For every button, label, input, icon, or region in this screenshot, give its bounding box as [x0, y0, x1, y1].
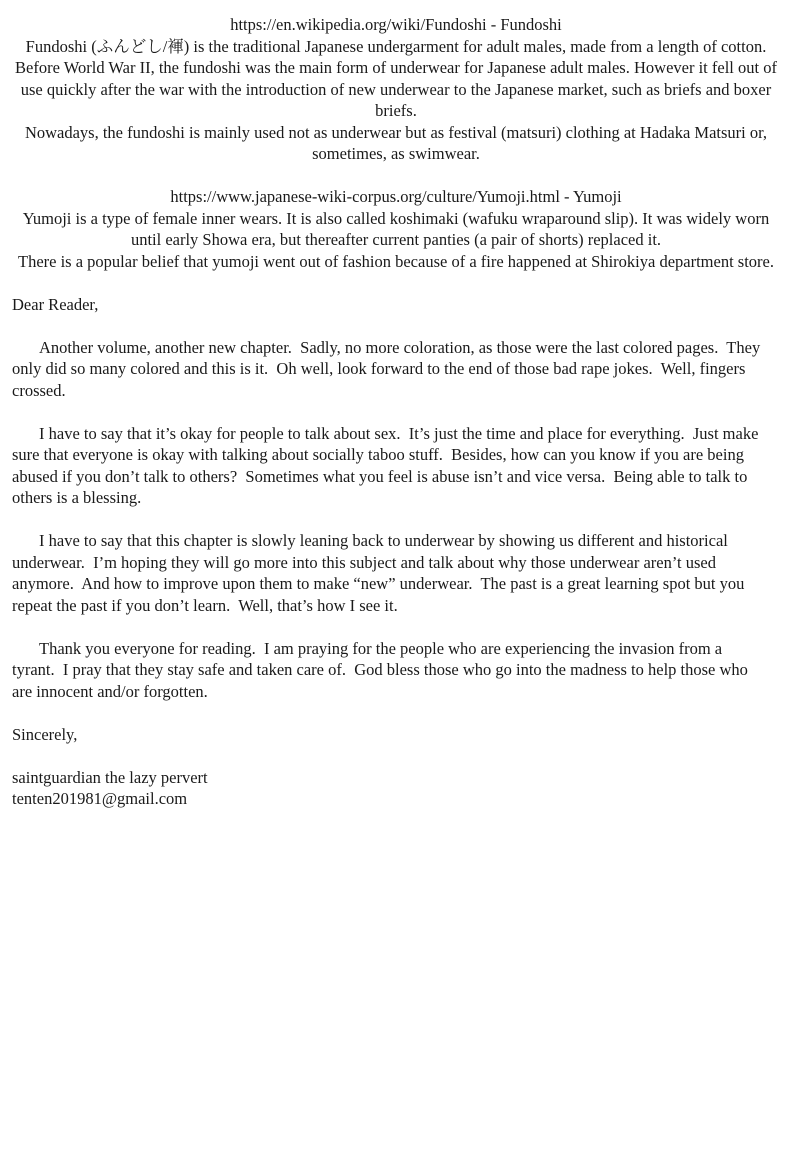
yumoji-description: Yumoji is a type of female inner wears. It is also called koshimaki (wafuku wraparound slip). It was widely worn until early Showa era, but thereafter current panties (a pair of shorts) replaced it.: [22, 208, 774, 249]
reader-letter: [0, 294, 792, 810]
reference-section-fundoshi: [0, 14, 792, 165]
letter-paragraph-1: Another volume, another new chapter. Sadly, no more coloration, as those were the last colored pages. They only did so many colored and this is it. Oh well, look forward to the end of those bad rape jokes. Well, fingers crossed.: [12, 337, 765, 400]
url-line-fundoshi: https://en.wikipedia.org/wiki/Fundoshi - Fundoshi: [230, 15, 562, 34]
letter-paragraph-4: Thank you everyone for reading. I am praying for the people who are experiencing the invasion from a tyrant. I pray that they stay safe and taken care of. God bless those who go into the madness to help those who are innocent and/or forgotten.: [12, 638, 753, 701]
yumoji-trivia: There is a popular belief that yumoji went out of fashion because of a fire happened at Shirokiya department store.: [18, 251, 774, 271]
fundoshi-description: Fundoshi (ふんどし/褌) is the traditional Japanese undergarment for adult males, made from a length of cotton. Before World War II, the fundoshi was the main form of underwear for Japanese adult males. However it fell out of use quickly after the war with the introduction of new underwear to the Japanese market, such as briefs and boxer briefs.: [15, 36, 782, 120]
letter-paragraph-3: I have to say that this chapter is slowly leaning back to underwear by showing us different and historical underwear. I’m hoping they will go more into this subject and talk about why those underwear aren’t used anymore. And how to improve upon them to make “new” underwear. The past is a great learning spot but you repeat the past if you don’t learn. Well, that’s how I see it.: [12, 531, 749, 615]
letter-email: tenten201981@gmail.com: [12, 789, 188, 808]
letter-closing: Sincerely,: [12, 724, 78, 744]
reference-section-yumoji: [0, 186, 792, 272]
letter-signature: saintguardian the lazy pervert: [12, 767, 208, 787]
letter-salutation: Dear Reader,: [12, 294, 99, 314]
letter-paragraph-2: I have to say that it’s okay for people to talk about sex. It’s just the time and place for everything. Just make sure that everyone is okay with talking about socially taboo stuff. Besides, how can you know if you are being abused if you don’t talk to others? Sometimes what you feel is abuse isn’t and vice versa. Being able to talk to others is a blessing.: [12, 423, 763, 507]
fundoshi-usage-note: Nowadays, the fundoshi is mainly used not as underwear but as festival (matsuri) clothing at Hadaka Matsuri or, sometimes, as swimwear.: [24, 122, 772, 163]
url-line-yumoji: https://www.japanese-wiki-corpus.org/culture/Yumoji.html - Yumoji: [170, 187, 622, 206]
